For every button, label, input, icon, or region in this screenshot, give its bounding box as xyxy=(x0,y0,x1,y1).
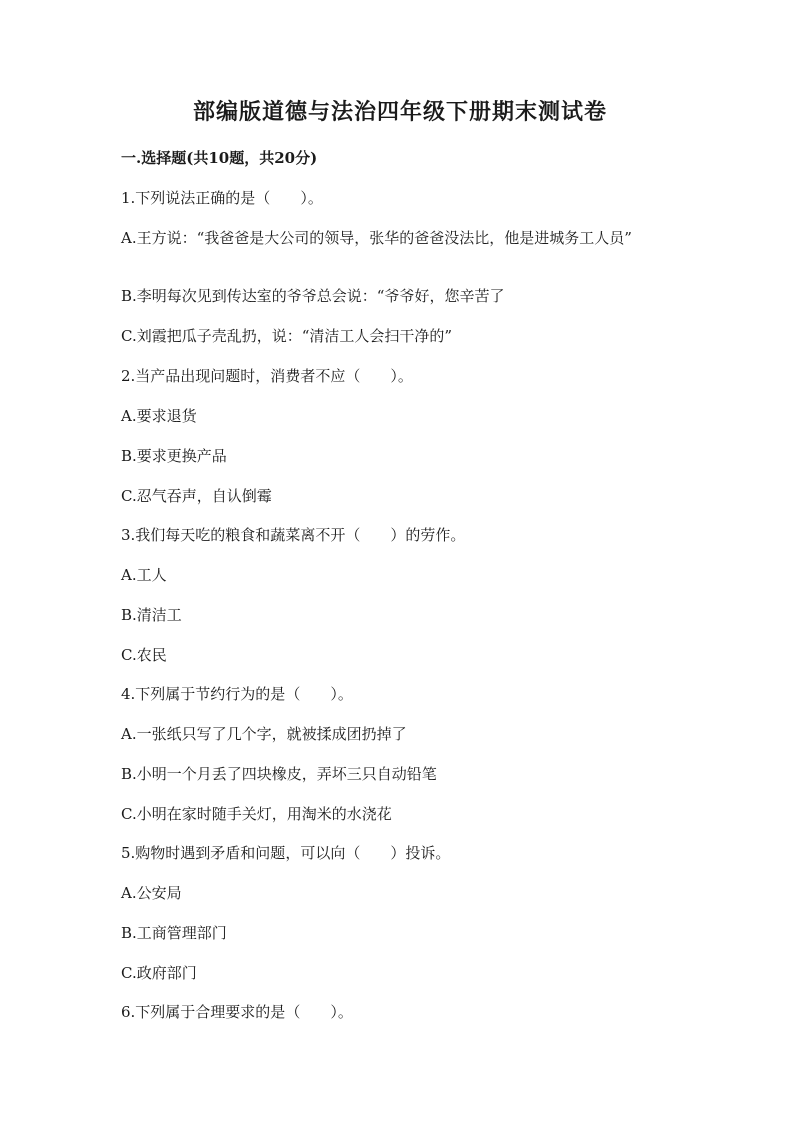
question-option: C.小明在家时随手关灯，用淘米的水浇花 xyxy=(121,805,392,823)
question-option: B.工商管理部门 xyxy=(121,924,227,942)
question-option: A.公安局 xyxy=(121,884,182,902)
question-stem: 3.我们每天吃的粮食和蔬菜离不开（ ）的劳作。 xyxy=(121,526,466,544)
question-option: A.要求退货 xyxy=(121,407,197,425)
question-stem: 5.购物时遇到矛盾和问题，可以向（ ）投诉。 xyxy=(121,844,451,862)
question-option: B.要求更换产品 xyxy=(121,447,227,465)
question-option: A.王方说：“我爸爸是大公司的领导，张华的爸爸没法比，他是进城务工人员” xyxy=(121,229,632,247)
question-option: C.忍气吞声，自认倒霉 xyxy=(121,487,272,505)
question-stem: 1.下列说法正确的是（ ）。 xyxy=(121,189,323,207)
question-stem: 4.下列属于节约行为的是（ ）。 xyxy=(121,685,353,703)
question-option: C.政府部门 xyxy=(121,964,197,982)
question-option: C.刘霞把瓜子壳乱扔，说：“清洁工人会扫干净的” xyxy=(121,327,453,345)
question-option: A.工人 xyxy=(121,566,167,584)
question-option: A.一张纸只写了几个字，就被揉成团扔掉了 xyxy=(121,725,407,743)
question-option: B.李明每次见到传达室的爷爷总会说：“爷爷好，您辛苦了 xyxy=(121,287,505,305)
question-option: B.清洁工 xyxy=(121,606,182,624)
section-heading: 一.选择题(共10题，共20分) xyxy=(121,149,318,167)
page-title: 部编版道德与法治四年级下册期末测试卷 xyxy=(192,99,607,125)
question-option: C.农民 xyxy=(121,646,167,664)
question-option: B.小明一个月丢了四块橡皮，弄坏三只自动铅笔 xyxy=(121,765,437,783)
question-stem: 2.当产品出现问题时，消费者不应（ ）。 xyxy=(121,367,413,385)
question-stem: 6.下列属于合理要求的是（ ）。 xyxy=(121,1003,353,1021)
